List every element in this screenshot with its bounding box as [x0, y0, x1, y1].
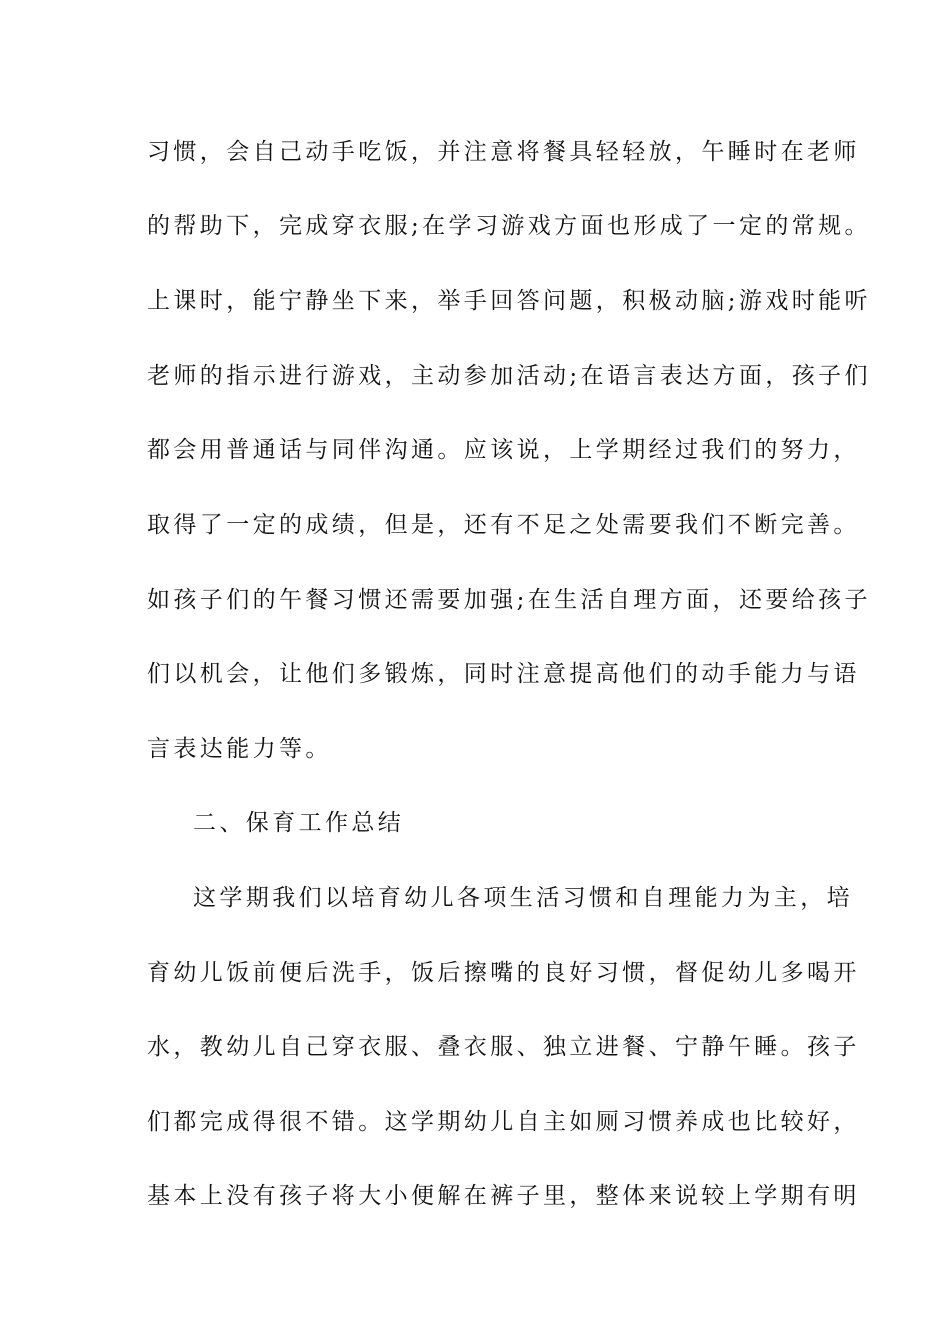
paragraph-line: 老师的指示进行游戏，主动参加活动;在语言表达方面，孩子们: [147, 363, 871, 389]
paragraph-line: 水，教幼儿自己穿衣服、叠衣服、独立进餐、宁静午睡。孩子: [147, 1034, 860, 1060]
paragraph-line: 言表达能力等。: [147, 736, 332, 762]
paragraph-line: 们都完成得很不错。这学期幼儿自主如厕习惯养成也比较好，: [147, 1109, 860, 1135]
paragraph-line: 都会用普通话与同伴沟通。应该说，上学期经过我们的努力，: [147, 437, 860, 463]
paragraph-line: 们以机会，让他们多锻炼，同时注意提高他们的动手能力与语: [147, 661, 860, 687]
paragraph-line: 这学期我们以培育幼儿各项生活习惯和自理能力为主，培: [193, 885, 853, 911]
section-heading: 二、保育工作总结: [193, 810, 405, 836]
paragraph-line: 的帮助下，完成穿衣服;在学习游戏方面也形成了一定的常规。: [147, 213, 871, 239]
paragraph-line: 上课时，能宁静坐下来，举手回答问题，积极动脑;游戏时能听: [147, 288, 871, 314]
paragraph-line: 取得了一定的成绩，但是，还有不足之处需要我们不断完善。: [147, 512, 860, 538]
paragraph-line: 习惯，会自己动手吃饭，并注意将餐具轻轻放，午睡时在老师: [147, 139, 860, 165]
paragraph-line: 基本上没有孩子将大小便解在裤子里，整体来说较上学期有明: [147, 1183, 860, 1209]
paragraph-line: 育幼儿饭前便后洗手，饭后擦嘴的良好习惯，督促幼儿多喝开: [147, 960, 860, 986]
paragraph-line: 如孩子们的午餐习惯还需要加强;在生活自理方面，还要给孩子: [147, 587, 871, 613]
